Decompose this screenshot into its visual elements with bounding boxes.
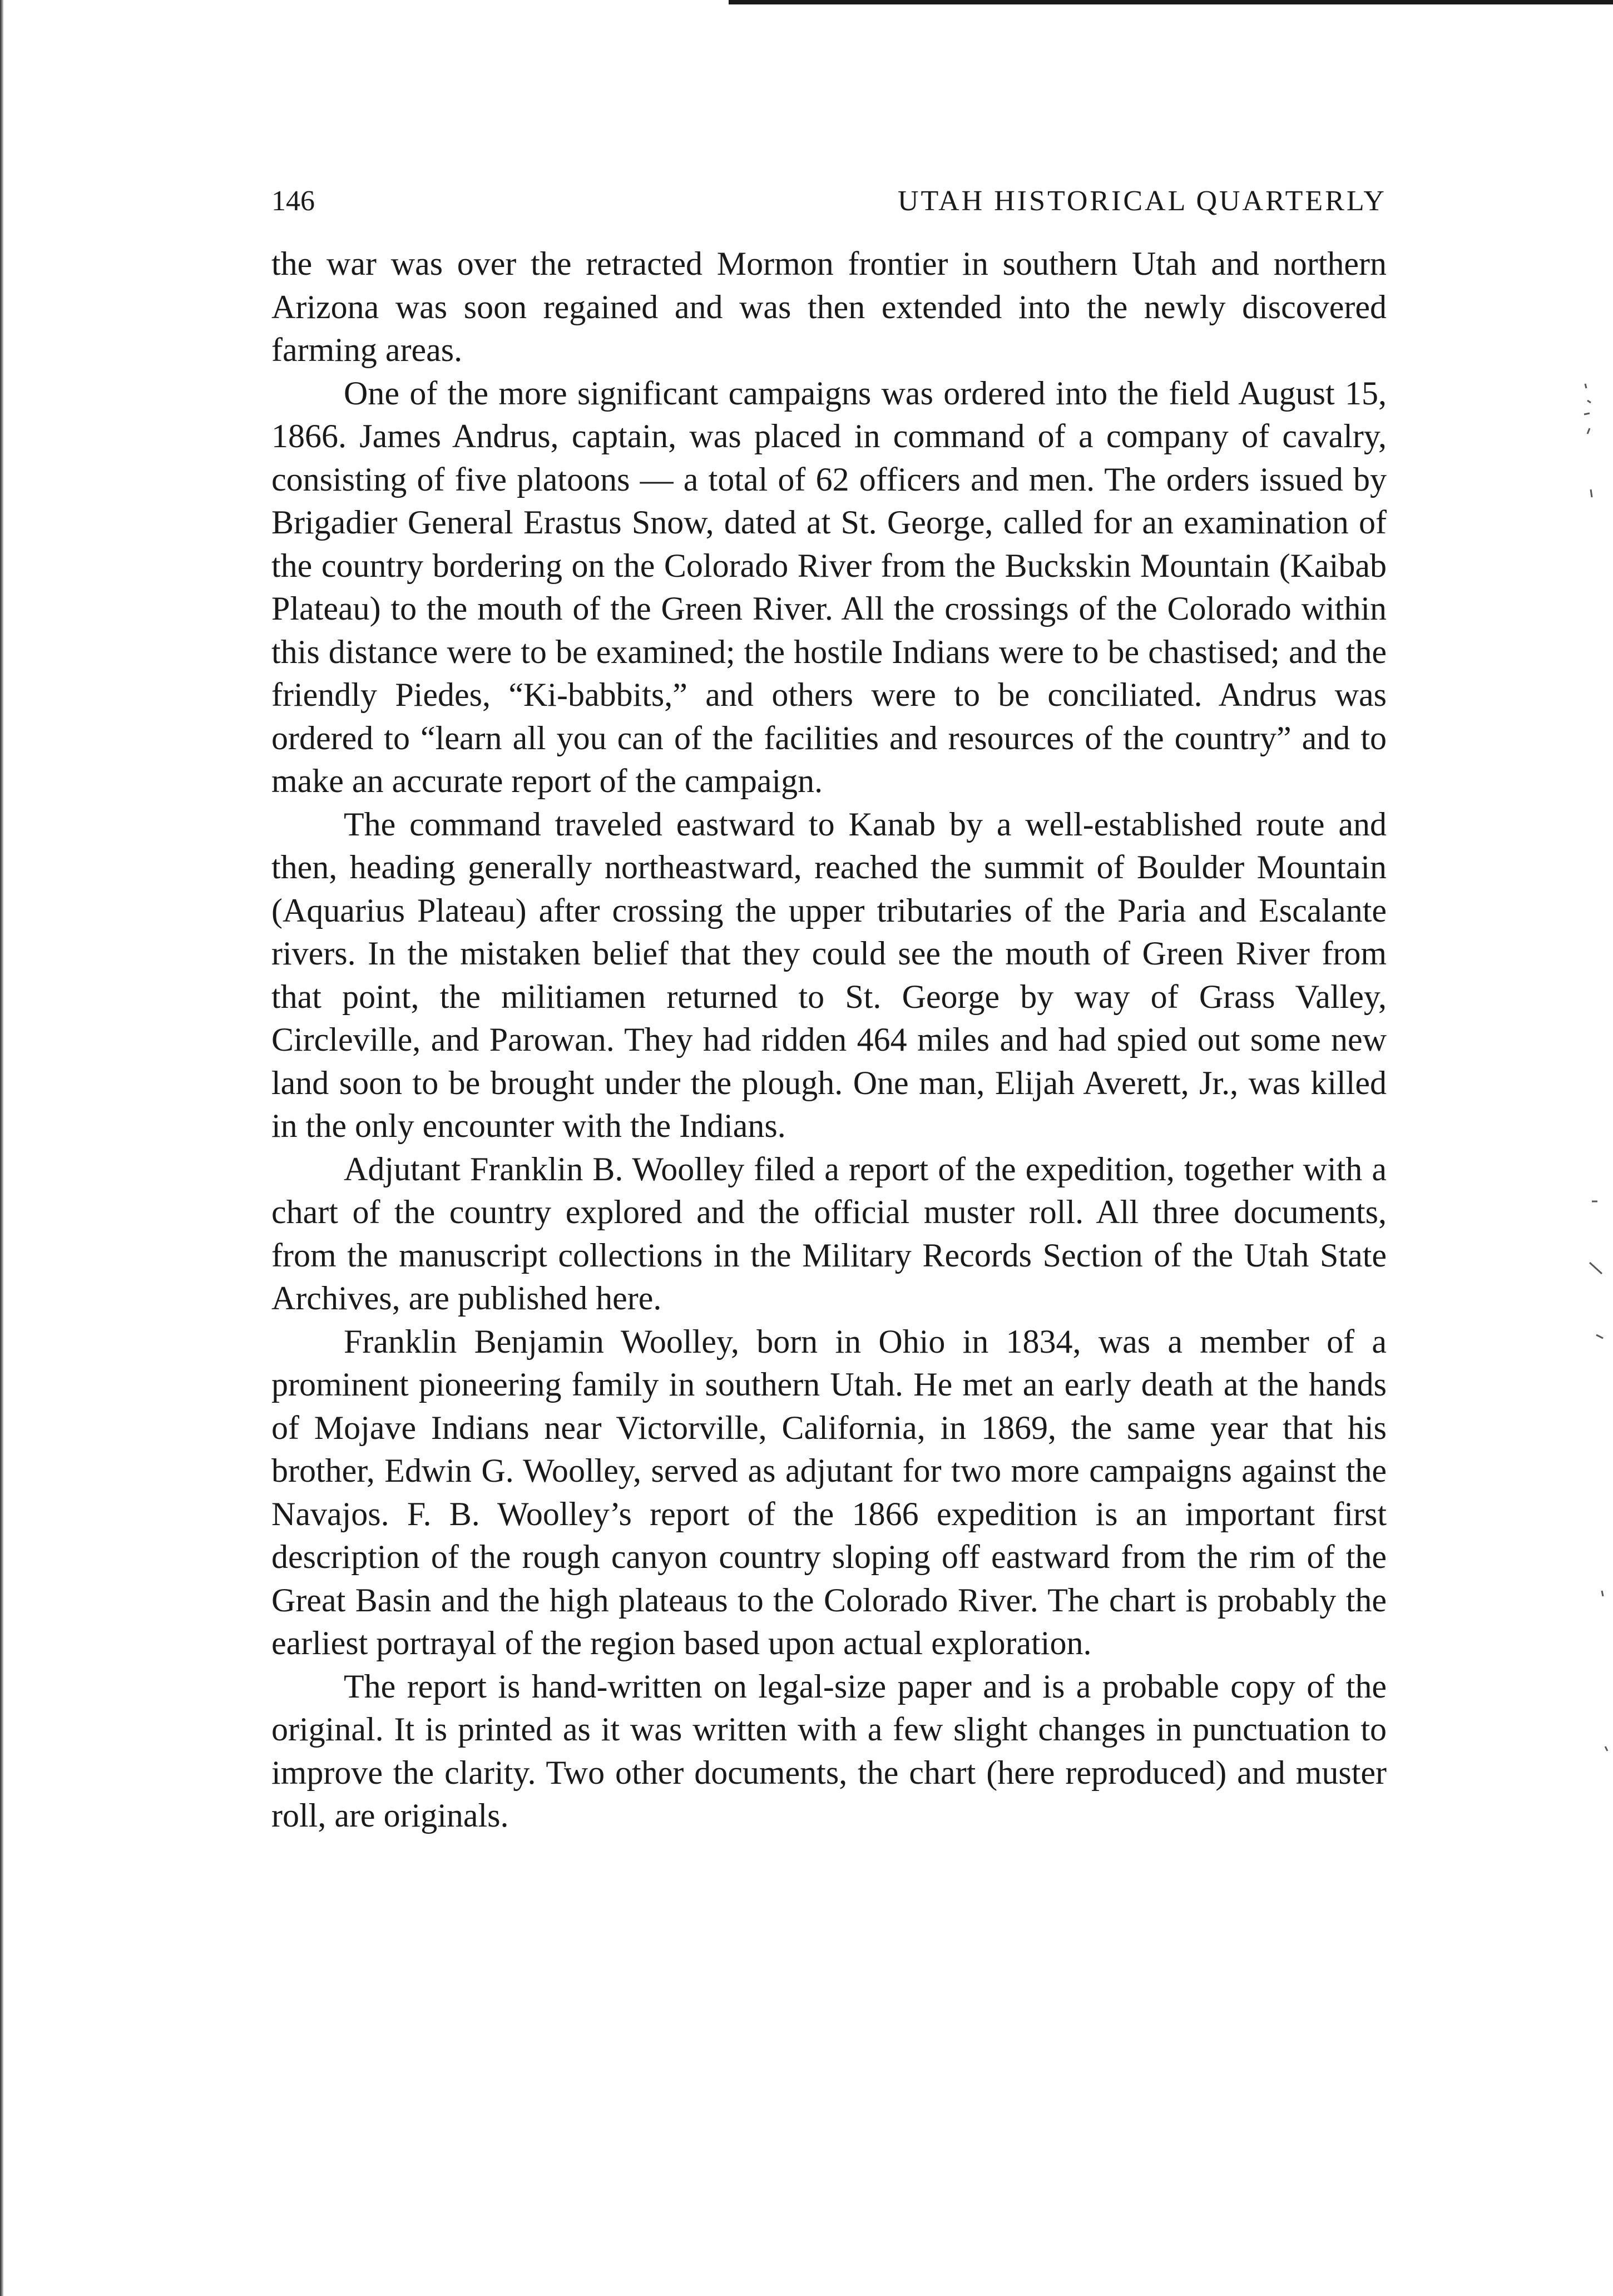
- paragraph: One of the more significant campaigns was ordered into the field August 15, 1866. James Andrus, captain, was placed in command of a company of cavalry, consisting of five platoons — a total of 62 officers and men. The orders issued by Brigadier General Erastus Snow, dated at St. George, called for an examination of the country bordering on the Colorado River from the Buckskin Mountain (Kaibab Plateau) to the mouth of the Green River. All the crossings of the Colorado within this distance were to be examined; the hostile Indians were to be chastised; and the friendly Piedes, “Ki-babbits,” and others were to be conciliated. Andrus was ordered to “learn all you can of the facilities and resources of the country” and to make an accurate report of the campaign.: [271, 374, 1387, 799]
- paragraph: Franklin Benjamin Woolley, born in Ohio in 1834, was a member of a prominent pioneering family in southern Utah. He met an early death at the hands of Mojave Indians near Victorville, California, in 1869, the same year that his brother, Edwin G. Woolley, served as adjutant for two more campaigns against the Navajos. F. B. Woolley’s report of the 1866 expedition is an important first description of the rough canyon country sloping off eastward from the rim of the Great Basin and the high plateaus to the Colorado River. The chart is probably the earliest portrayal of the region based upon actual exploration.: [271, 1323, 1387, 1661]
- page-number: 146: [271, 185, 315, 217]
- article-body: [271, 243, 1387, 1838]
- scan-border-top: [729, 0, 1613, 4]
- scan-border-left: [0, 0, 4, 2296]
- running-head: [271, 178, 1387, 225]
- paragraph: The report is hand-written on legal-size paper and is a probable copy of the original. It is printed as it was written with a few slight changes in punctuation to improve the clarity. Two other documents, the chart (here reproduced) and muster roll, are originals.: [271, 1667, 1387, 1834]
- printed-page: [271, 178, 1387, 1838]
- paragraph: the war was over the retracted Mormon frontier in southern Utah and northern Arizona was soon regained and was then extended into the newly discovered farming areas.: [271, 245, 1387, 368]
- margin-ink-speck: [1584, 384, 1607, 1751]
- margin-speckles: [1580, 0, 1613, 2296]
- paragraph: Adjutant Franklin B. Woolley filed a report of the expedition, together with a chart of the country explored and the official muster roll. All three documents, from the manuscript collections in the Military Records Section of the Utah State Archives, are published here.: [271, 1150, 1387, 1317]
- journal-title: UTAH HISTORICAL QUARTERLY: [897, 185, 1387, 217]
- paragraph: The command traveled eastward to Kanab by a well-established route and then, heading generally northeastward, reached the summit of Boulder Mountain (Aquarius Plateau) after crossing the upper tributaries of the Paria and Escalante rivers. In the mistaken belief that they could see the mouth of Green River from that point, the militiamen returned to St. George by way of Grass Valley, Circleville, and Parowan. They had ridden 464 miles and had spied out some new land soon to be brought under the plough. One man, Elijah Averett, Jr., was killed in the only encounter with the Indians.: [271, 805, 1387, 1144]
